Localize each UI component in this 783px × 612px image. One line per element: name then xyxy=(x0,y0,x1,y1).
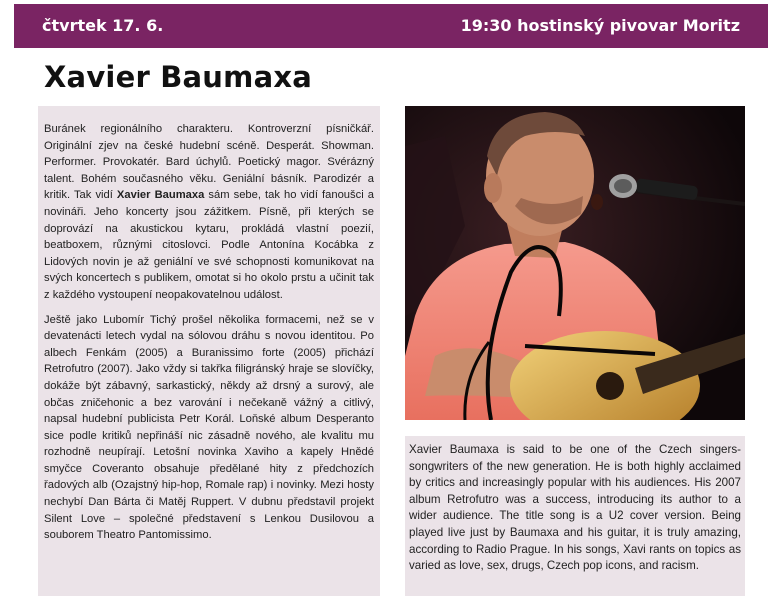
czech-paragraph-1-end: sám sebe, tak ho vidí fanoušci a novináři. Jeho koncerty jsou zážitkem. Písně, při kterých se doprovází na akustickou kytaru, prokládá vlastní poezií, beatboxem, různými citoslovci. Podle Antonína Kocábka z Lidových novin je až geniální ve své schopnosti komunikovat na svých koncertech s publikem, omotat si ho okolo prstu a učinit tak z každého vystoupení neopakovatelnou událost. xyxy=(44,189,374,301)
english-description-box xyxy=(405,436,745,596)
artist-name-bold: Xavier Baumaxa xyxy=(116,189,205,202)
english-paragraph: Xavier Baumaxa is said to be one of the Czech singers-songwriters of the new generation. He is both highly acclaimed by critics and increasingly popular with his audiences. His 2007 album Retrofutro was a success, introducing its author to a wider audience. The title song is a U2 cover version. Being played live just by Baumaxa and his guitar, it is truly amazing, according to Radio Prague. In his songs, Xavi rants on topics as varied as love, sex, drugs, Czech pop icons, and racism. xyxy=(409,443,741,573)
czech-paragraph-1-start: Buránek regionálního charakteru. Kontroverzní písničkář. Originální zjev na české hudební scéně. Desperát. Showman. Performer. Provokatér. Bard úchylů. Poetický magor. Svérázný talent. Bohém současného věku. Geniální básník. Parodizér a kritik. Tak vidí xyxy=(44,123,374,202)
page-title: Xavier Baumaxa xyxy=(44,60,313,94)
artist-photo xyxy=(405,106,745,420)
event-header-bar xyxy=(14,4,768,48)
czech-paragraph-1 xyxy=(44,121,374,304)
event-time-venue: 19:30 hostinský pivovar Moritz xyxy=(460,16,740,35)
czech-paragraph-2: Ještě jako Lubomír Tichý prošel několika formacemi, než se v devatenácti letech vydal na sólovou dráhu s novou identitou. Po albech Fenkám (2005) a Buranissimo forte (2005) přichází Retrofutro (2007). Jako vždy si takřka filigránský hraje se slovíčky, dokáže být zábavný, sarkastický, někdy až drsný a surový, ale občas zničehonic a bez varování i nečekaně vážný a citlivý, napsal hudební publicista Petr Korál. Loňské album Desperanto sice podle kritiků nepřináší nic zásadně nového, ale kvalitu mu rozhodně neupírají. Letošní novinka Xaviho a kapely Hnědé smyčce Coveranto obsahuje předělané hity z předchozích řadových alb (Ozajstný hip-hop, Romale rap) i novinky. Mezi hosty nechybí Dan Bárta či Matěj Ruppert. V dubnu představil projekt Silent Love – společné představení s Lenkou Dusilovou a souborem Theatro Pantomissimo. xyxy=(44,313,374,542)
czech-description-box xyxy=(38,106,380,596)
event-date: čtvrtek 17. 6. xyxy=(42,16,164,35)
